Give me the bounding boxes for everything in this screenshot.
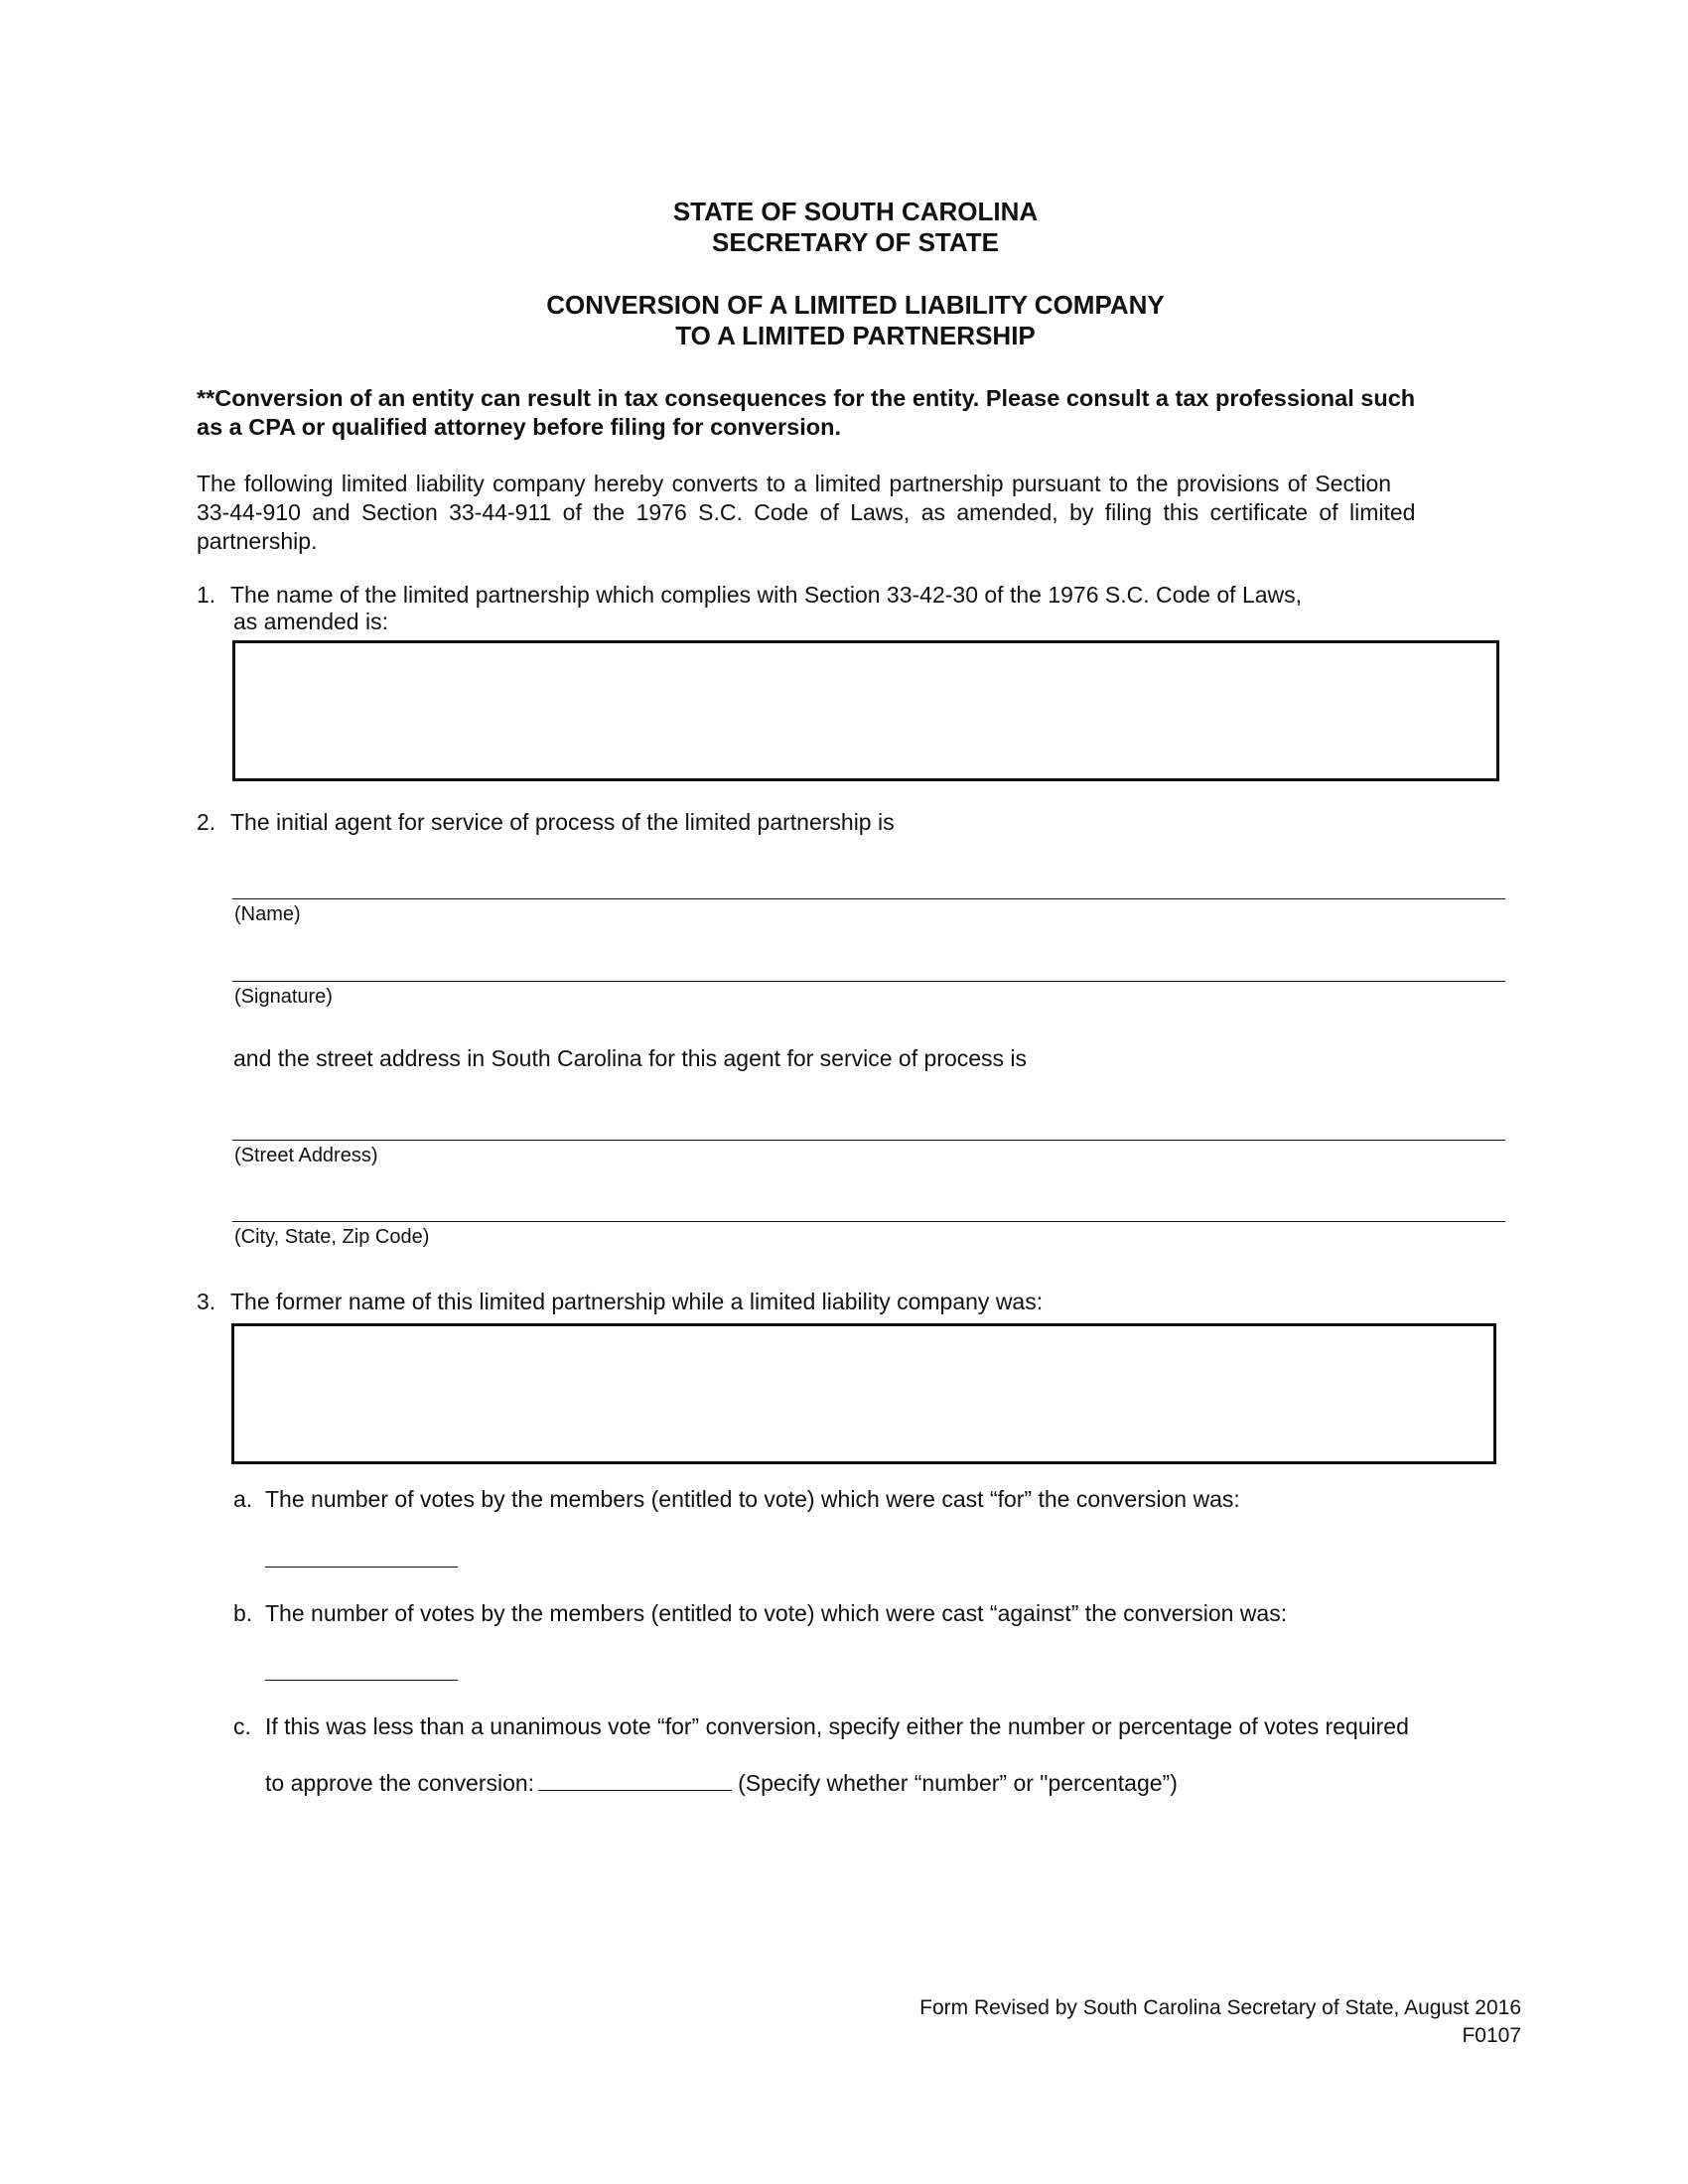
agent-address-text: and the street address in South Carolina for this agent for service of process is	[233, 1045, 1028, 1071]
item3b-letter: b.	[233, 1600, 253, 1626]
item3c-suffix: (Specify whether “number” or "percentage”)	[738, 1770, 1178, 1796]
form-revised-note: Form Revised by South Carolina Secretary of State, August 2016	[919, 1996, 1521, 2019]
city-state-zip-label: (City, State, Zip Code)	[234, 1226, 430, 1248]
agent-signature-line[interactable]	[232, 981, 1505, 982]
item3-number: 3.	[197, 1289, 216, 1314]
item1-text-line1: The name of the limited partnership which complies with Section 33-42-30 of the 1976 S.C. Code of Laws,	[230, 582, 1303, 608]
tax-warning-line1: **Conversion of an entity can result in tax consequences for the entity. Please consult a tax professional such	[197, 385, 1416, 411]
votes-required-line[interactable]	[538, 1789, 732, 1791]
item3c-prefix: to approve the conversion:	[265, 1770, 535, 1796]
intro-line1: The following limited liability company hereby converts to a limited partnership pursuant to the provisions of Section	[197, 471, 1392, 496]
item3a-text: The number of votes by the members (entitled to vote) which were cast “for” the conversion was:	[265, 1486, 1240, 1512]
item1-text-line2: as amended is:	[233, 609, 388, 634]
former-llc-name-box[interactable]	[231, 1323, 1496, 1464]
header-office: SECRETARY OF STATE	[712, 227, 999, 257]
form-title-line1: CONVERSION OF A LIMITED LIABILITY COMPANY	[546, 290, 1165, 320]
agent-name-line[interactable]	[232, 898, 1505, 899]
lp-name-box[interactable]	[232, 640, 1499, 781]
item3c-text-line2	[265, 1769, 1178, 1798]
item1-number: 1.	[197, 582, 216, 608]
votes-against-line[interactable]	[265, 1680, 458, 1681]
item3c-text-line1: If this was less than a unanimous vote “for” conversion, specify either the number or percentage of votes required	[265, 1713, 1409, 1739]
agent-name-label: (Name)	[234, 903, 301, 925]
item3a-letter: a.	[233, 1486, 253, 1512]
street-address-line[interactable]	[232, 1140, 1505, 1141]
agent-signature-label: (Signature)	[234, 986, 333, 1008]
form-number: F0107	[1462, 2024, 1521, 2047]
item3c-letter: c.	[233, 1713, 251, 1739]
item2-number: 2.	[197, 809, 216, 835]
votes-for-line[interactable]	[265, 1567, 458, 1568]
intro-line2: 33-44-910 and Section 33-44-911 of the 1976 S.C. Code of Laws, as amended, by filing this certificate of limited	[197, 499, 1416, 525]
header-state: STATE OF SOUTH CAROLINA	[672, 197, 1039, 226]
tax-warning-line2: as a CPA or qualified attorney before filing for conversion.	[197, 414, 841, 440]
item2-text: The initial agent for service of process of the limited partnership is	[230, 809, 895, 835]
city-state-zip-line[interactable]	[232, 1221, 1505, 1222]
street-address-label: (Street Address)	[234, 1145, 378, 1166]
intro-line3: partnership.	[197, 528, 318, 554]
item3b-text: The number of votes by the members (entitled to vote) which were cast “against” the conversion was:	[265, 1600, 1288, 1626]
item3-text: The former name of this limited partnership while a limited liability company was:	[230, 1289, 1044, 1314]
form-title-line2: TO A LIMITED PARTNERSHIP	[675, 321, 1036, 350]
